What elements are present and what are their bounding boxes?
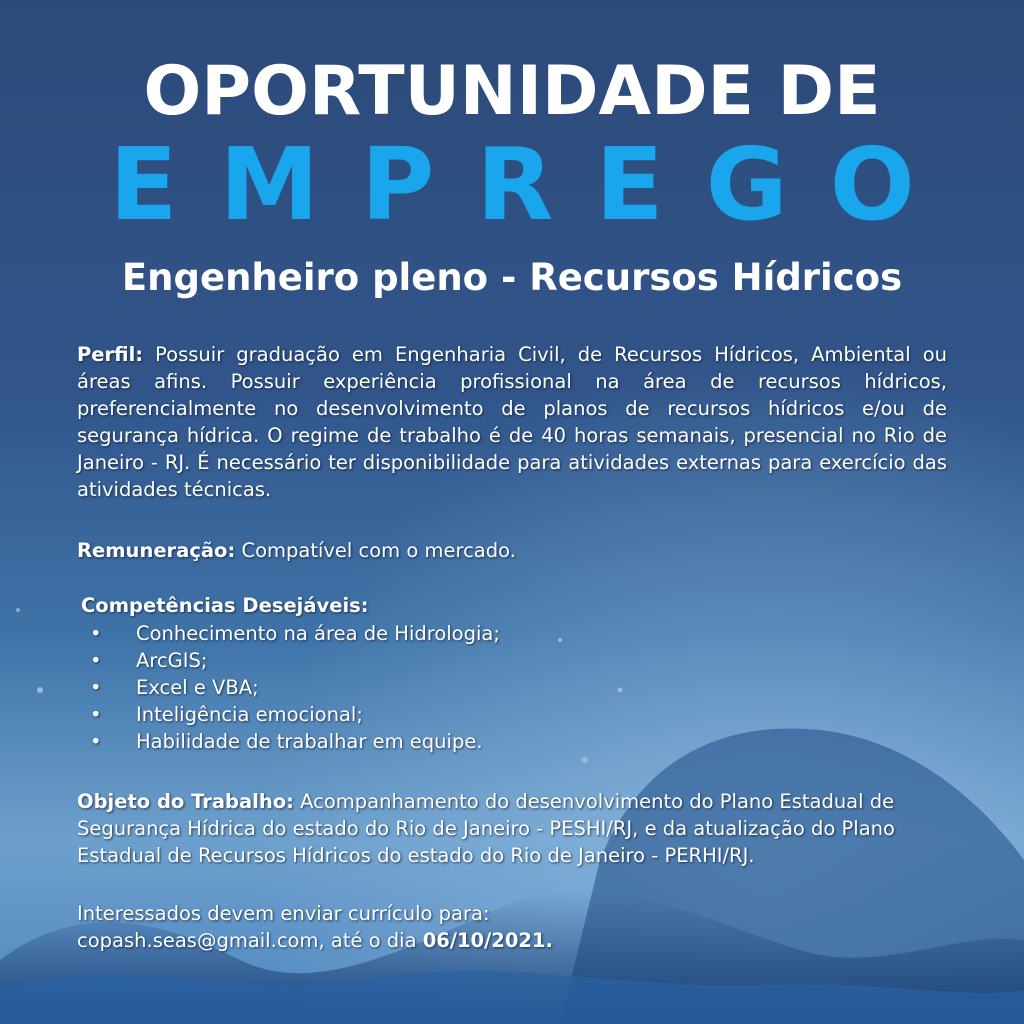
bullet-icon: • — [90, 676, 102, 699]
contato-line: copash.seas@gmail.com, até o dia 06/10/2021. — [77, 929, 553, 952]
title-line-2: EMPREGO — [109, 126, 957, 243]
perfil-paragraph — [77, 341, 947, 503]
objeto-paragraph — [77, 788, 947, 869]
job-subtitle: Engenheiro pleno - Recursos Hídricos — [121, 256, 903, 299]
remuneracao-text: Compatível com o mercado. — [235, 539, 516, 562]
competencias-list — [90, 620, 500, 755]
perfil-label: Perfil: — [77, 343, 144, 366]
bullet-icon: • — [90, 730, 102, 753]
list-item: • Conhecimento na área de Hidrologia; — [90, 622, 500, 645]
list-item: • ArcGIS; — [90, 649, 208, 672]
bullet-icon: • — [90, 622, 102, 645]
remuneracao-paragraph — [77, 537, 947, 564]
competencias-heading: Competências Desejáveis: — [81, 594, 369, 617]
objeto-text: Acompanhamento do desenvolvimento do Plano Estadual de Segurança Hídrica do estado do Rio de Janeiro - PESHI/RJ, e da atualização do Plano Estadual de Recursos Hídricos do estado do Rio de Janeiro - PERHI/RJ. — [77, 790, 895, 867]
perfil-text: Possuir graduação em Engenharia Civil, de Recursos Hídricos, Ambiental ou áreas afins. Possuir experiência profissional na área de recursos hídricos, preferencialmente no desenvolvimento de planos de recursos hídricos e/ou de segurança hídrica. O regime de trabalho é de 40 horas semanais, presencial no Rio de Janeiro - RJ. É necessário ter disponibilidade para atividades externas para exercício das atividades técnicas. — [77, 343, 947, 501]
bullet-icon: • — [90, 649, 102, 672]
contato-instruction: Interessados devem enviar currículo para: — [77, 902, 490, 925]
list-item: • Inteligência emocional; — [90, 703, 363, 726]
bullet-icon: • — [90, 703, 102, 726]
deadline-date: 06/10/2021. — [422, 929, 553, 952]
list-item: • Habilidade de trabalhar em equipe. — [90, 730, 483, 753]
title-line-1: OPORTUNIDADE DE — [143, 52, 881, 131]
objeto-label: Objeto do Trabalho: — [77, 790, 294, 813]
contato-block — [77, 900, 947, 954]
contact-email[interactable]: copash.seas@gmail.com — [77, 929, 319, 952]
list-item: • Excel e VBA; — [90, 676, 259, 699]
remuneracao-label: Remuneração: — [77, 539, 236, 562]
